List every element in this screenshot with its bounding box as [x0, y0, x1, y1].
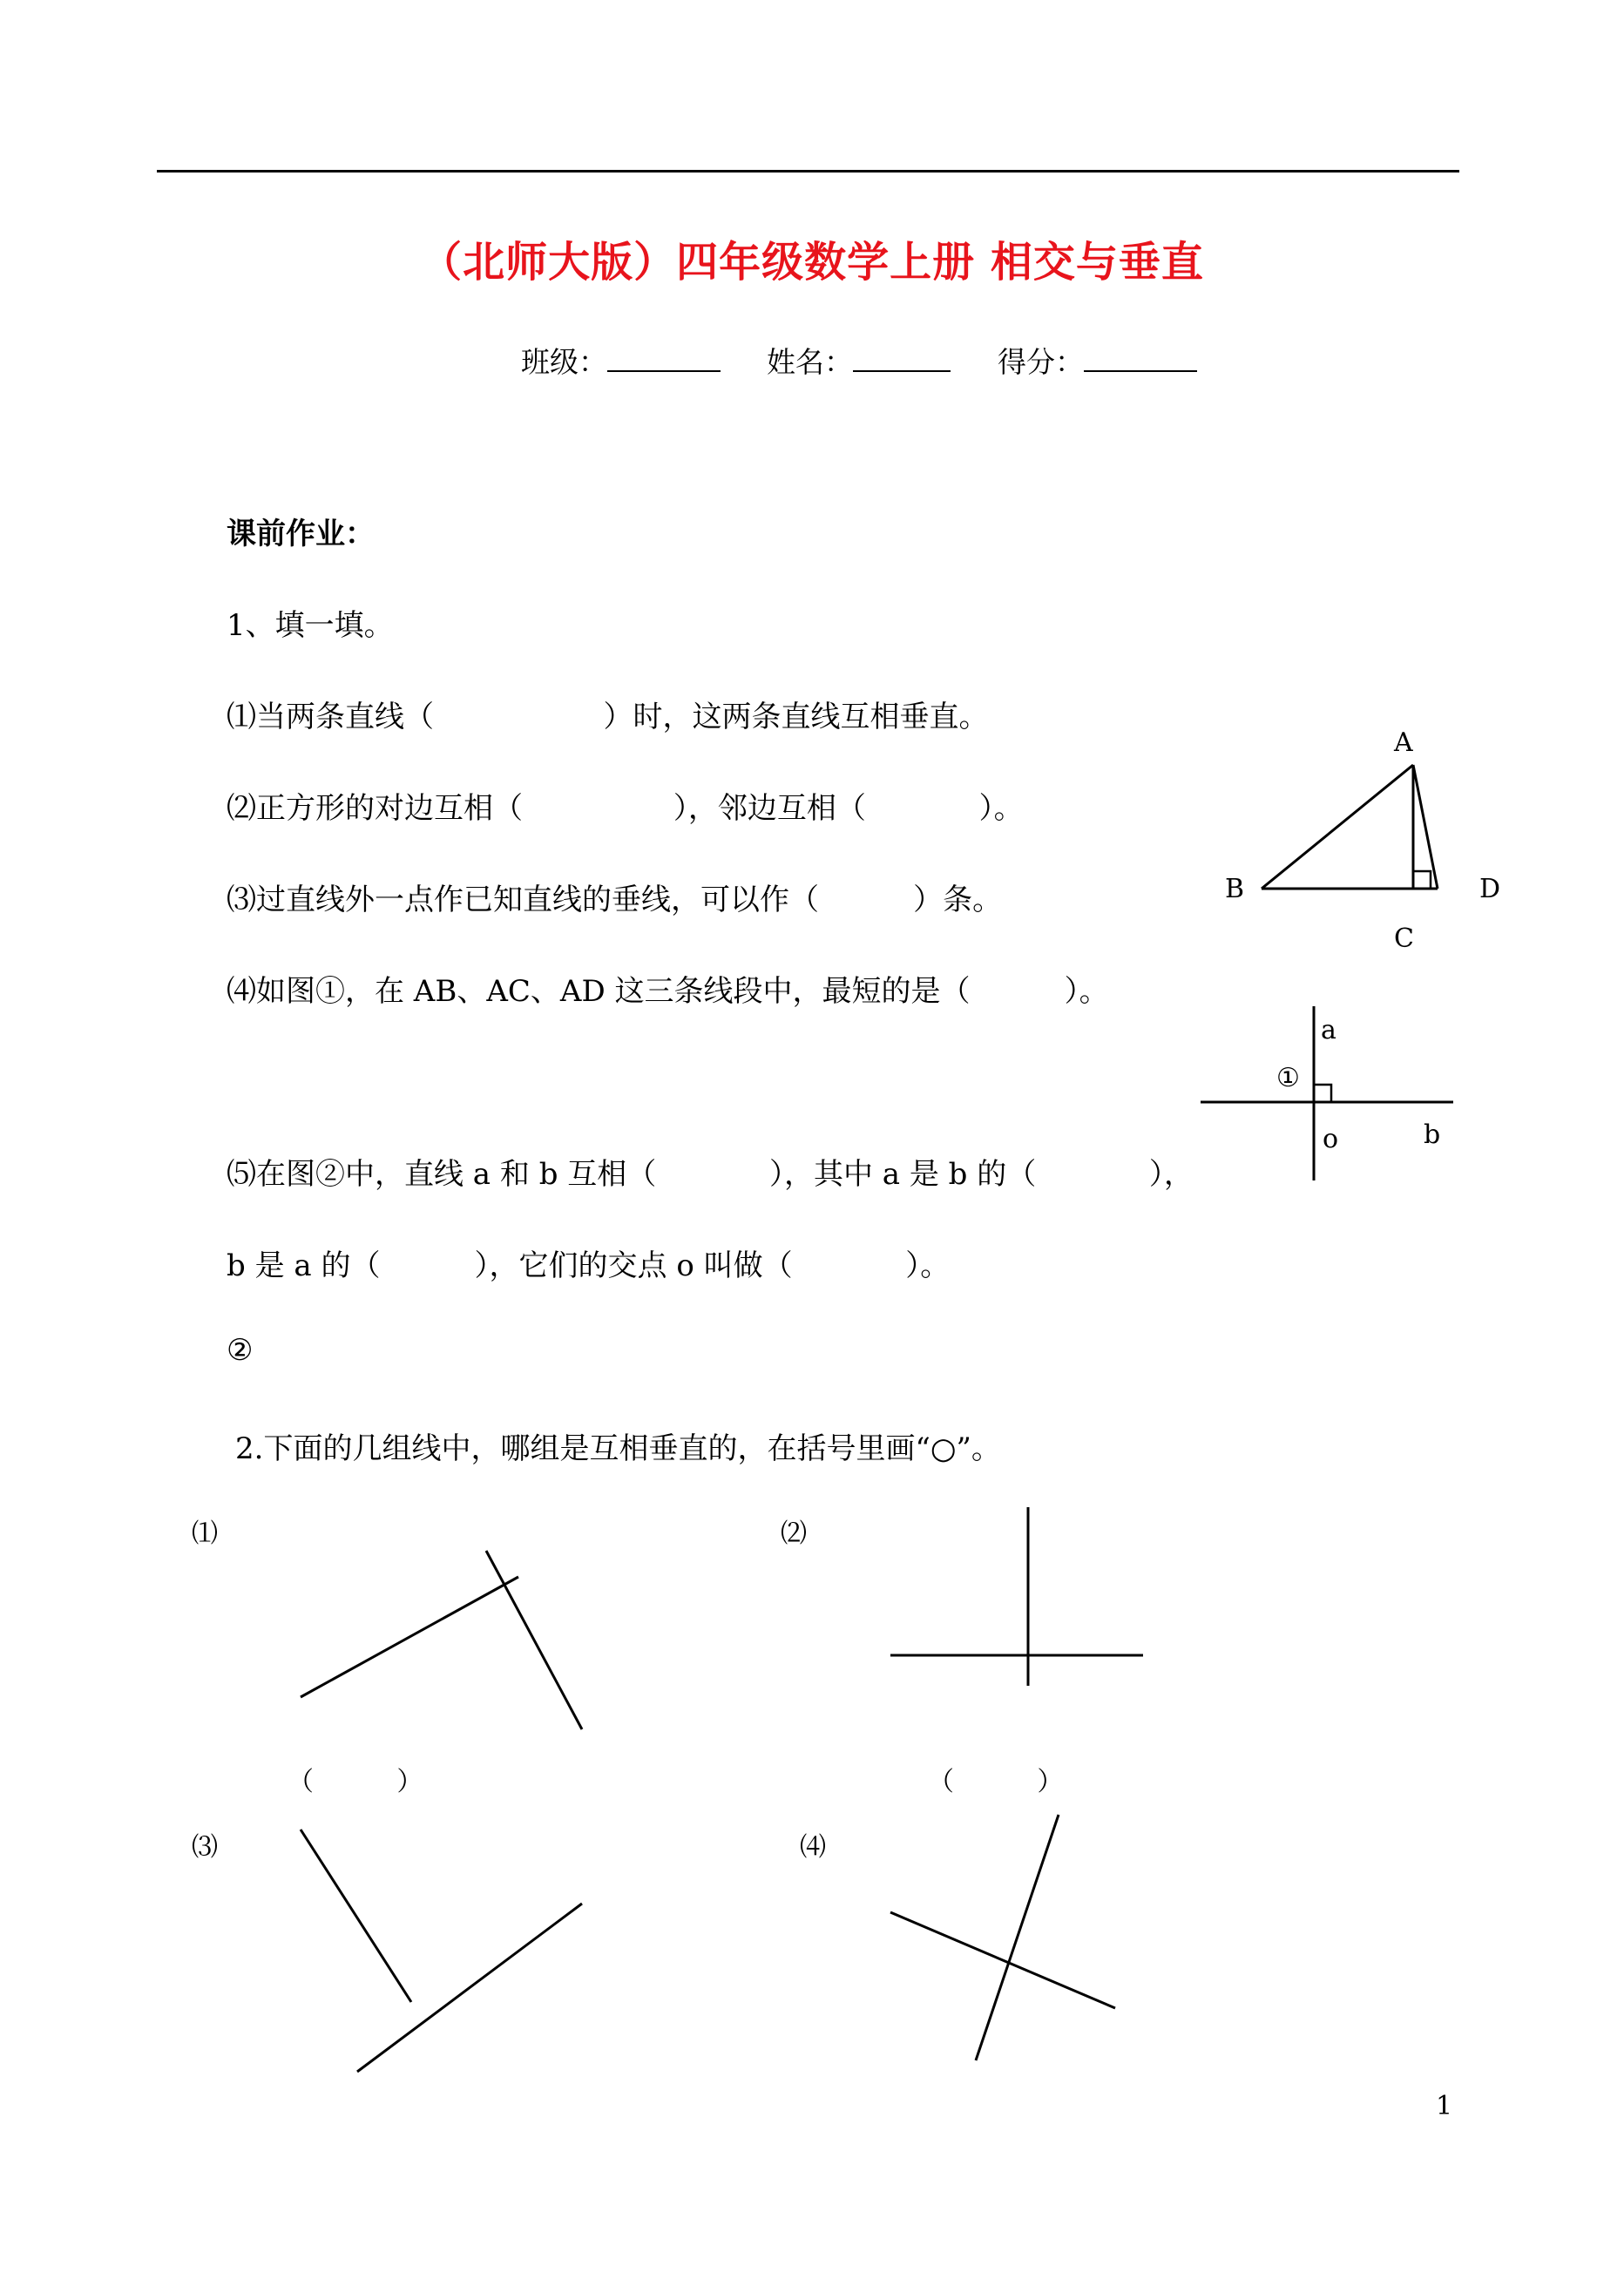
score-blank[interactable]: [1084, 344, 1197, 372]
score-label: 得分：: [998, 345, 1084, 379]
name-label: 姓名：: [767, 345, 853, 379]
q1-item-5b: b 是 a 的（ ），它们的交点 o 叫做（ ）。: [227, 1248, 951, 1283]
segment-ab: [1262, 765, 1413, 889]
fig4-line-a: [976, 1815, 1059, 2060]
fig1-line-a: [301, 1577, 518, 1697]
header-rule: [157, 170, 1459, 172]
label-a-point: A: [1394, 727, 1413, 758]
label-line-a: a: [1321, 1015, 1336, 1045]
name-field: [767, 340, 951, 381]
q1-item-3: ⑶过直线外一点作已知直线的垂线，可以作（ ）条。: [227, 883, 1003, 917]
figure-2-reference: ②: [227, 1333, 254, 1368]
q1-item-4: ⑷如图①，在 AB、AC、AD 这三条线段中，最短的是（ ）。: [227, 974, 1109, 1009]
q2-figure-2: [890, 1507, 1143, 1686]
right-angle-mark-1: [1413, 871, 1431, 889]
q2-figure-3: [301, 1830, 582, 2072]
q1-item-2: ⑵正方形的对边互相（ ），邻边互相（ ）。: [227, 791, 1024, 826]
q2-heading: 2.下面的几组线中，哪组是互相垂直的，在括号里画“○”。: [235, 1431, 1001, 1466]
q1-heading: 1、填一填。: [227, 608, 394, 643]
q2-answer-paren-2[interactable]: （ ）: [928, 1767, 1064, 1797]
class-field: [521, 340, 721, 381]
fig4-line-b: [890, 1912, 1115, 2008]
q2-label-4: ⑷: [800, 1832, 826, 1863]
q2-answer-paren-1[interactable]: （ ）: [288, 1767, 423, 1797]
label-angle-1: ①: [1276, 1063, 1300, 1093]
score-field: [998, 340, 1197, 381]
label-c-point: C: [1394, 923, 1414, 954]
q2-label-3: ⑶: [192, 1832, 218, 1863]
q1-item-1: ⑴当两条直线（ ）时，这两条直线互相垂直。: [227, 700, 989, 734]
q2-label-2: ⑵: [781, 1519, 807, 1549]
q2-label-1: ⑴: [192, 1519, 218, 1549]
fig3-line-b: [357, 1904, 582, 2072]
class-blank[interactable]: [607, 344, 721, 372]
fig1-line-b: [486, 1551, 582, 1729]
label-line-b: b: [1424, 1119, 1441, 1150]
label-d-point: D: [1479, 874, 1501, 904]
label-point-o: o: [1323, 1124, 1339, 1154]
q2-figure-1: [301, 1551, 582, 1729]
q1-item-5a: ⑸在图②中，直线 a 和 b 互相（ ），其中 a 是 b 的（ ），: [227, 1157, 1194, 1192]
right-angle-mark-2: [1314, 1085, 1331, 1102]
q2-figure-4: [890, 1815, 1115, 2060]
page-number: 1: [1436, 2091, 1453, 2121]
class-label: 班级：: [521, 345, 607, 379]
segment-ad: [1413, 765, 1438, 889]
name-blank[interactable]: [853, 344, 951, 372]
section-title: 课前作业：: [227, 517, 375, 551]
fig3-line-a: [301, 1830, 411, 2002]
page-title: （北师大版）四年级数学上册 相交与垂直: [420, 238, 1204, 287]
label-b-point: B: [1225, 874, 1245, 904]
